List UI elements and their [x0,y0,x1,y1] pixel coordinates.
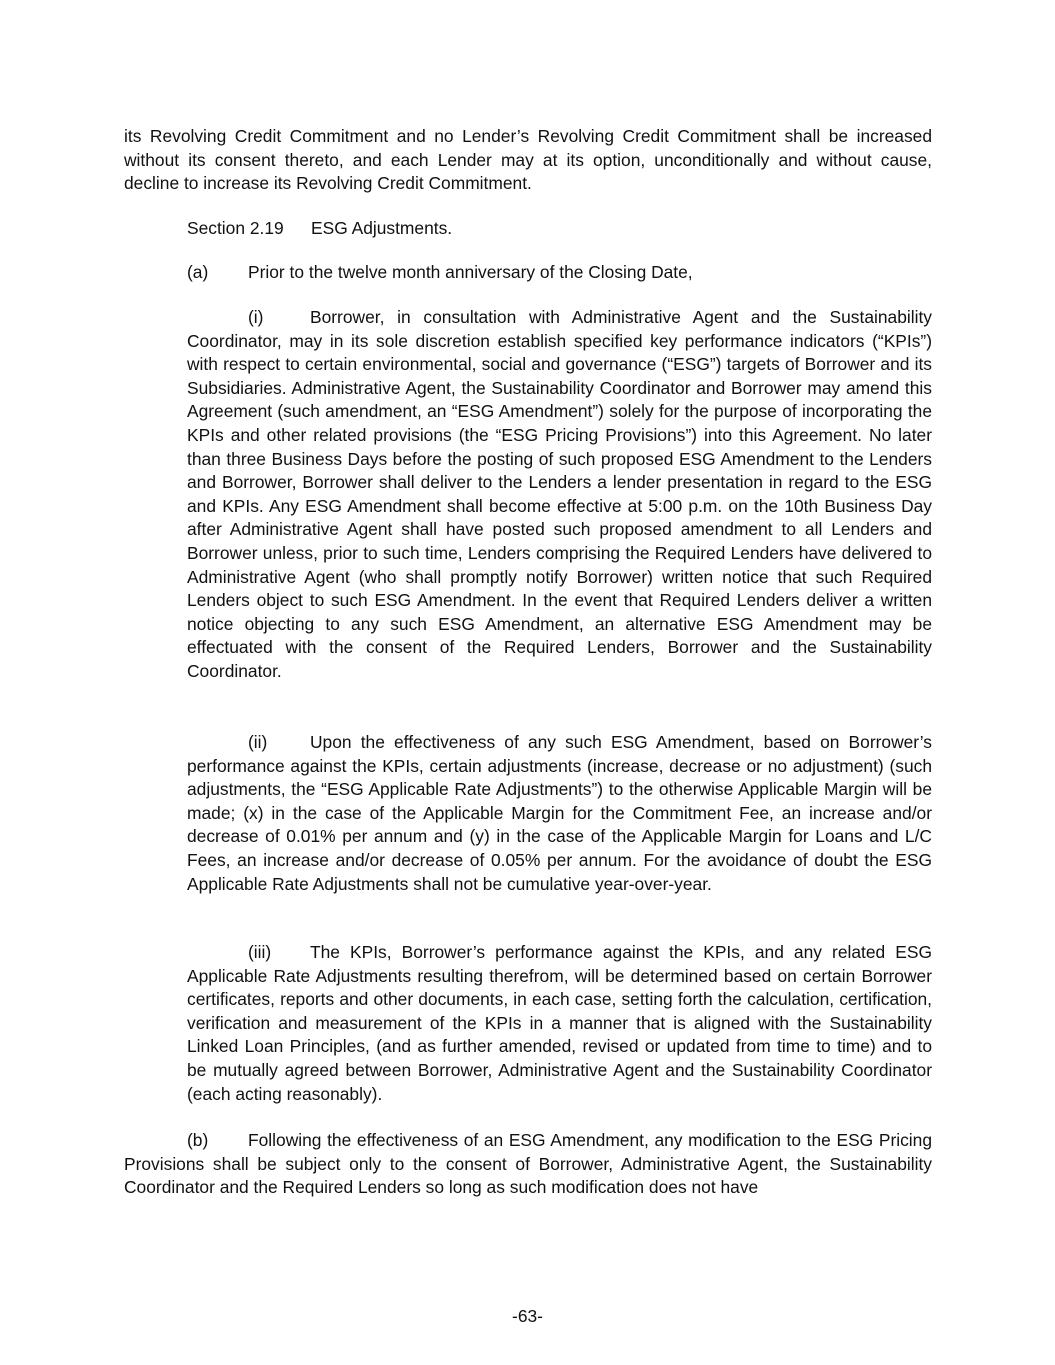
clause-b [124,1129,932,1200]
clause-a-label: (a) [187,262,209,282]
clause-iii-text: The KPIs, Borrower’s performance against the KPIs, and any related ESG Applicable Rate Adjustments resulting therefrom, will be determined based on certain Borrower certificates, reports and other documents, in each case, setting forth the calculation, certification, verification and measurement of the KPIs in a manner that is aligned with the Sustainability Linked Loan Principles, (and as further amended, revised or updated from time to time) and to be mutually agreed between Borrower, Administrative Agent and the Sustainability Coordinator (each acting reasonably). [187,942,932,1104]
clause-i-label: (i) [248,307,264,327]
clause-iii [187,941,932,1106]
clause-ii-text: Upon the effectiveness of any such ESG Amendment, based on Borrower’s performance against the KPIs, certain adjustments (increase, decrease or no adjustment) (such adjustments, the “ESG Applicable Rate Adjustments”) to the otherwise Applicable Margin will be made; (x) in the case of the Applicable Margin for the Commitment Fee, an increase and/or decrease of 0.01% per annum and (y) in the case of the Applicable Margin for Loans and L/C Fees, an increase and/or decrease of 0.05% per annum. For the avoidance of doubt the ESG Applicable Rate Adjustments shall not be cumulative year-over-year. [187,732,932,894]
clause-a-text: Prior to the twelve month anniversary of the Closing Date, [248,262,693,282]
clause-i [187,306,932,684]
clause-a [187,261,932,285]
clause-i-text: Borrower, in consultation with Administrative Agent and the Sustainability Coordinator, may in its sole discretion establish specified key performance indicators (“KPIs”) with respect to certain environmental, social and governance (“ESG”) targets of Borrower and its Subsidiaries. Administrative Agent, the Sustainability Coordinator and Borrower may amend this Agreement (such amendment, an “ESG Amendment”) solely for the purpose of incorporating the KPIs and other related provisions (the “ESG Pricing Provisions”) into this Agreement. No later than three Business Days before the posting of such proposed ESG Amendment to the Lenders and Borrower, Borrower shall deliver to the Lenders a lender presentation in regard to the ESG and KPIs. Any ESG Amendment shall become effective at 5:00 p.m. on the 10th Business Day after Administrative Agent shall have posted such proposed amendment to all Lenders and Borrower unless, prior to such time, Lenders comprising the Required Lenders have delivered to Administrative Agent (who shall promptly notify Borrower) written notice that such Required Lenders object to such ESG Amendment. In the event that Required Lenders deliver a written notice objecting to any such ESG Amendment, an alternative ESG Amendment may be effectuated with the consent of the Required Lenders, Borrower and the Sustainability Coordinator. [187,307,932,681]
section-heading [187,217,452,241]
page-number: -63- [512,1306,543,1326]
section-title: ESG Adjustments. [311,218,453,238]
clause-iii-label: (iii) [248,942,272,962]
continuation-paragraph: its Revolving Credit Commitment and no Lender’s Revolving Credit Commitment shall be increased without its consent thereto, and each Lender may at its option, unconditionally and without cause, decline to increase its Revolving Credit Commitment. [124,126,932,194]
clause-ii-label: (ii) [248,732,268,752]
clause-b-text: Following the effectiveness of an ESG Amendment, any modification to the ESG Pricing Provisions shall be subject only to the consent of Borrower, Administrative Agent, the Sustainability Coordinator and the Required Lenders so long as such modification does not have [124,1130,932,1198]
clause-b-label: (b) [187,1130,209,1150]
clause-ii [187,731,932,896]
section-number: Section 2.19 [187,218,284,238]
